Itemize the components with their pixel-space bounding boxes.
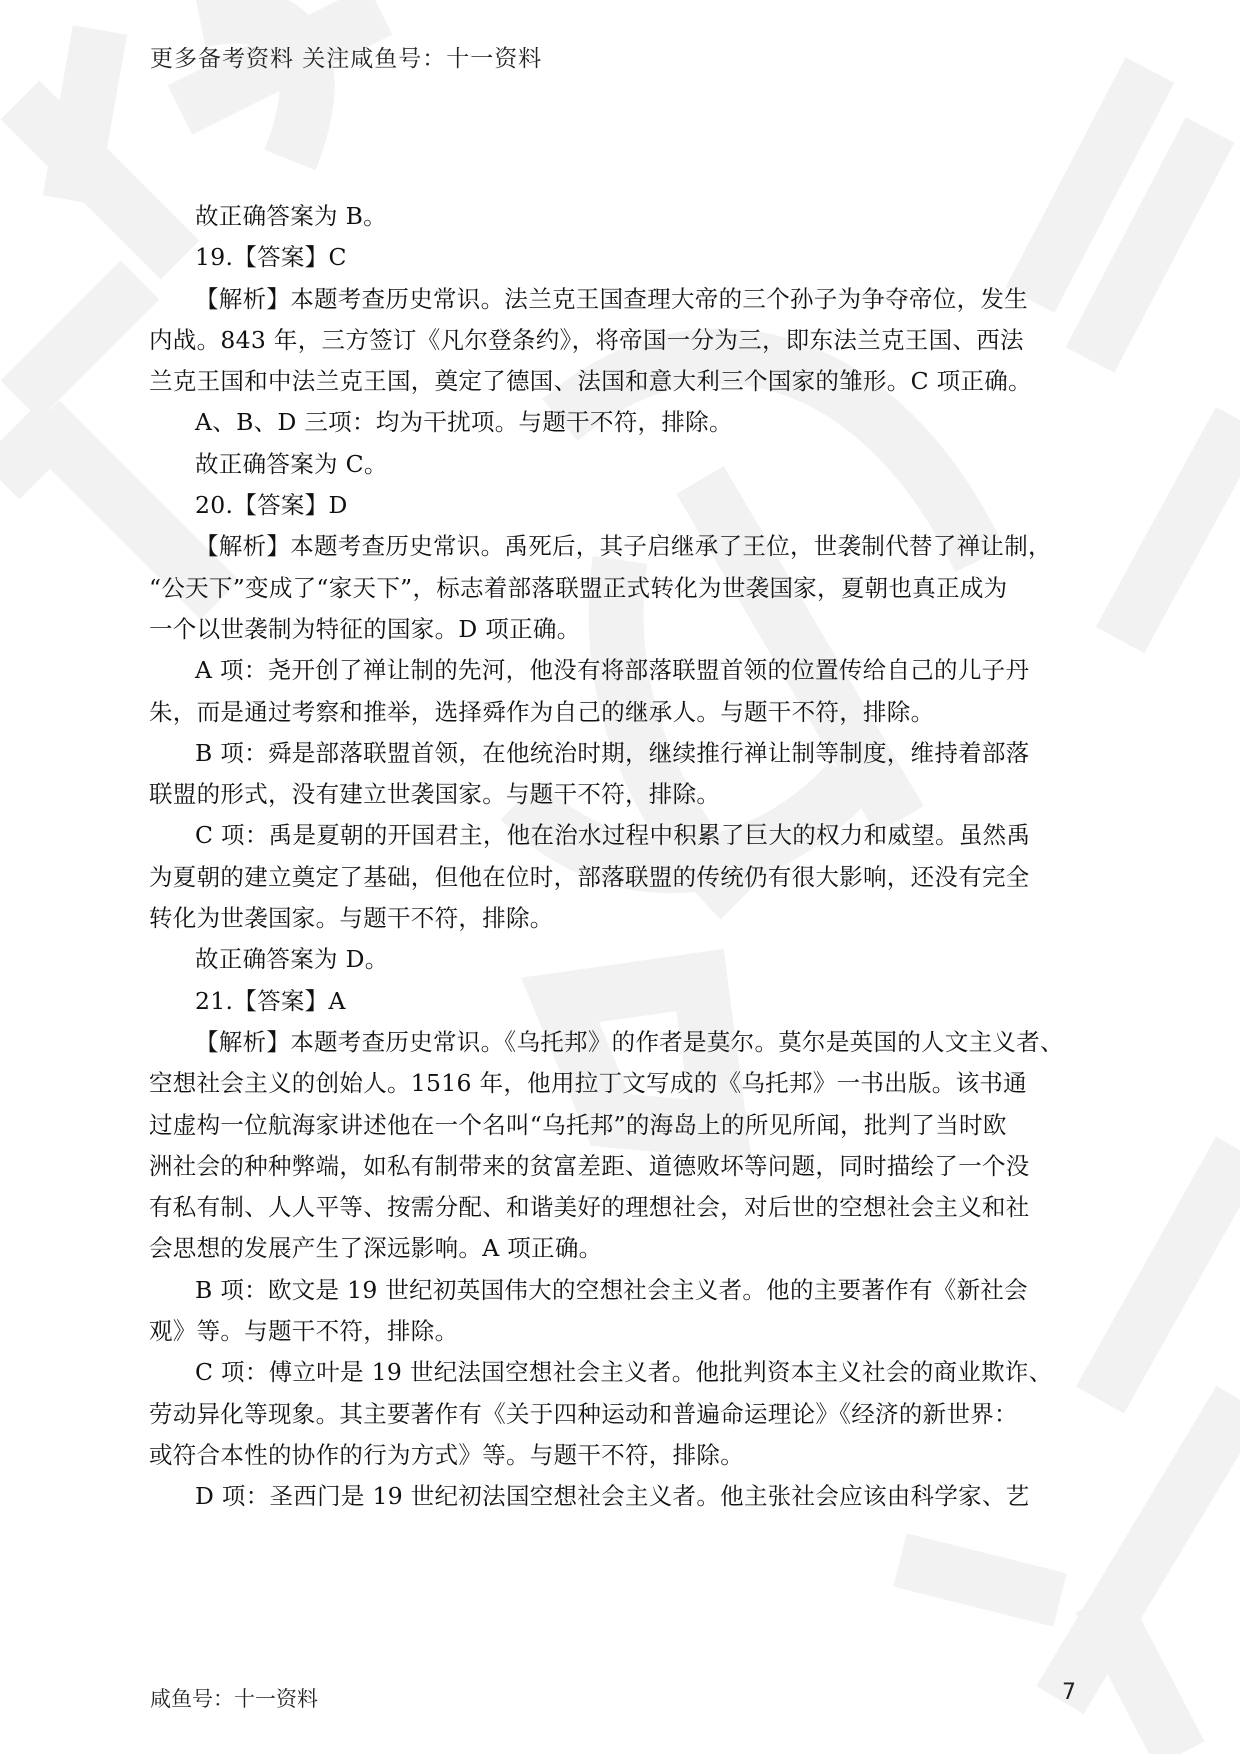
text-line: C 项：禹是夏朝的开国君主，他在治水过程中积累了巨大的权力和威望。虽然禹: [195, 821, 1031, 850]
text-line: 为夏朝的建立奠定了基础，但他在位时，部落联盟的传统仍有很大影响，还没有完全: [149, 862, 1030, 891]
answer-heading: 19.【答案】C: [195, 243, 347, 272]
text-line: 或符合本性的协作的行为方式》等。与题干不符，排除。: [149, 1440, 744, 1469]
text-line: 观》等。与题干不符，排除。: [149, 1317, 459, 1346]
text-line: 朱，而是通过考察和推举，选择舜作为自己的继承人。与题干不符，排除。: [149, 697, 935, 726]
text-line: 转化为世袭国家。与题干不符，排除。: [149, 904, 554, 933]
text-line: 内战。843 年，三方签订《凡尔登条约》，将帝国一分为三，即东法兰克王国、西法: [149, 325, 1024, 354]
text-line: 故正确答案为 D。: [195, 945, 389, 974]
analysis-paragraph-start: 【解析】本题考查历史常识。《乌托邦》的作者是莫尔。莫尔是英国的人文主义者、: [195, 1027, 1064, 1056]
analysis-paragraph-start: 【解析】本题考查历史常识。法兰克王国查理大帝的三个孙子为争夺帝位，发生: [195, 284, 1028, 313]
page-header: 更多备考资料 关注咸鱼号：十一资料: [150, 46, 543, 72]
text-line: 劳动异化等现象。其主要著作有《关于四种运动和普遍命运理论》《经济的新世界：: [149, 1399, 1018, 1428]
page-number: 7: [1062, 1680, 1076, 1705]
text-line: 故正确答案为 C。: [195, 449, 388, 478]
text-line: 过虚构一位航海家讲述他在一个名叫“乌托邦”的海岛上的所见所闻，批判了当时欧: [149, 1110, 1007, 1139]
analysis-paragraph-start: 【解析】本题考查历史常识。禹死后，其子启继承了王位，世袭制代替了禅让制，: [195, 532, 1052, 561]
text-line: A 项：尧开创了禅让制的先河，他没有将部落联盟首领的位置传给自己的儿子丹: [195, 656, 1030, 685]
text-line: 故正确答案为 B。: [195, 202, 387, 230]
text-line: 洲社会的种种弊端，如私有制带来的贫富差距、道德败坏等问题，同时描绘了一个没: [149, 1151, 1030, 1180]
text-line: A、B、D 三项：均为干扰项。与题干不符，排除。: [195, 408, 733, 437]
footer-source: 咸鱼号：十一资料: [150, 1687, 318, 1711]
text-line: “公天下”变成了“家天下”，标志着部落联盟正式转化为世袭国家，夏朝也真正成为: [149, 573, 1008, 602]
text-line: 有私有制、人人平等、按需分配、和谐美好的理想社会，对后世的空想社会主义和社: [149, 1193, 1030, 1222]
text-line: B 项：欧文是 19 世纪初英国伟大的空想社会主义者。他的主要著作有《新社会: [195, 1275, 1028, 1304]
text-line: D 项：圣西门是 19 世纪初法国空想社会主义者。他主张社会应该由科学家、艺: [195, 1482, 1030, 1511]
text-line: 一个以世袭制为特征的国家。D 项正确。: [149, 614, 581, 643]
answer-heading: 21.【答案】A: [195, 986, 346, 1015]
text-line: 空想社会主义的创始人。1516 年，他用拉丁文写成的《乌托邦》一书出版。该书通: [149, 1069, 1027, 1098]
document-body: [149, 196, 1077, 1518]
text-line: 兰克王国和中法兰克王国，奠定了德国、法国和意大利三个国家的雏形。C 项正确。: [149, 367, 1032, 396]
text-line: 联盟的形式，没有建立世袭国家。与题干不符，排除。: [149, 780, 721, 809]
text-line: B 项：舜是部落联盟首领，在他统治时期，继续推行禅让制等制度，维持着部落: [195, 738, 1030, 767]
answer-heading: 20.【答案】D: [195, 491, 348, 520]
text-line: C 项：傅立叶是 19 世纪法国空想社会主义者。他批判资本主义社会的商业欺诈、: [195, 1358, 1053, 1387]
text-line: 会思想的发展产生了深远影响。A 项正确。: [149, 1234, 603, 1263]
